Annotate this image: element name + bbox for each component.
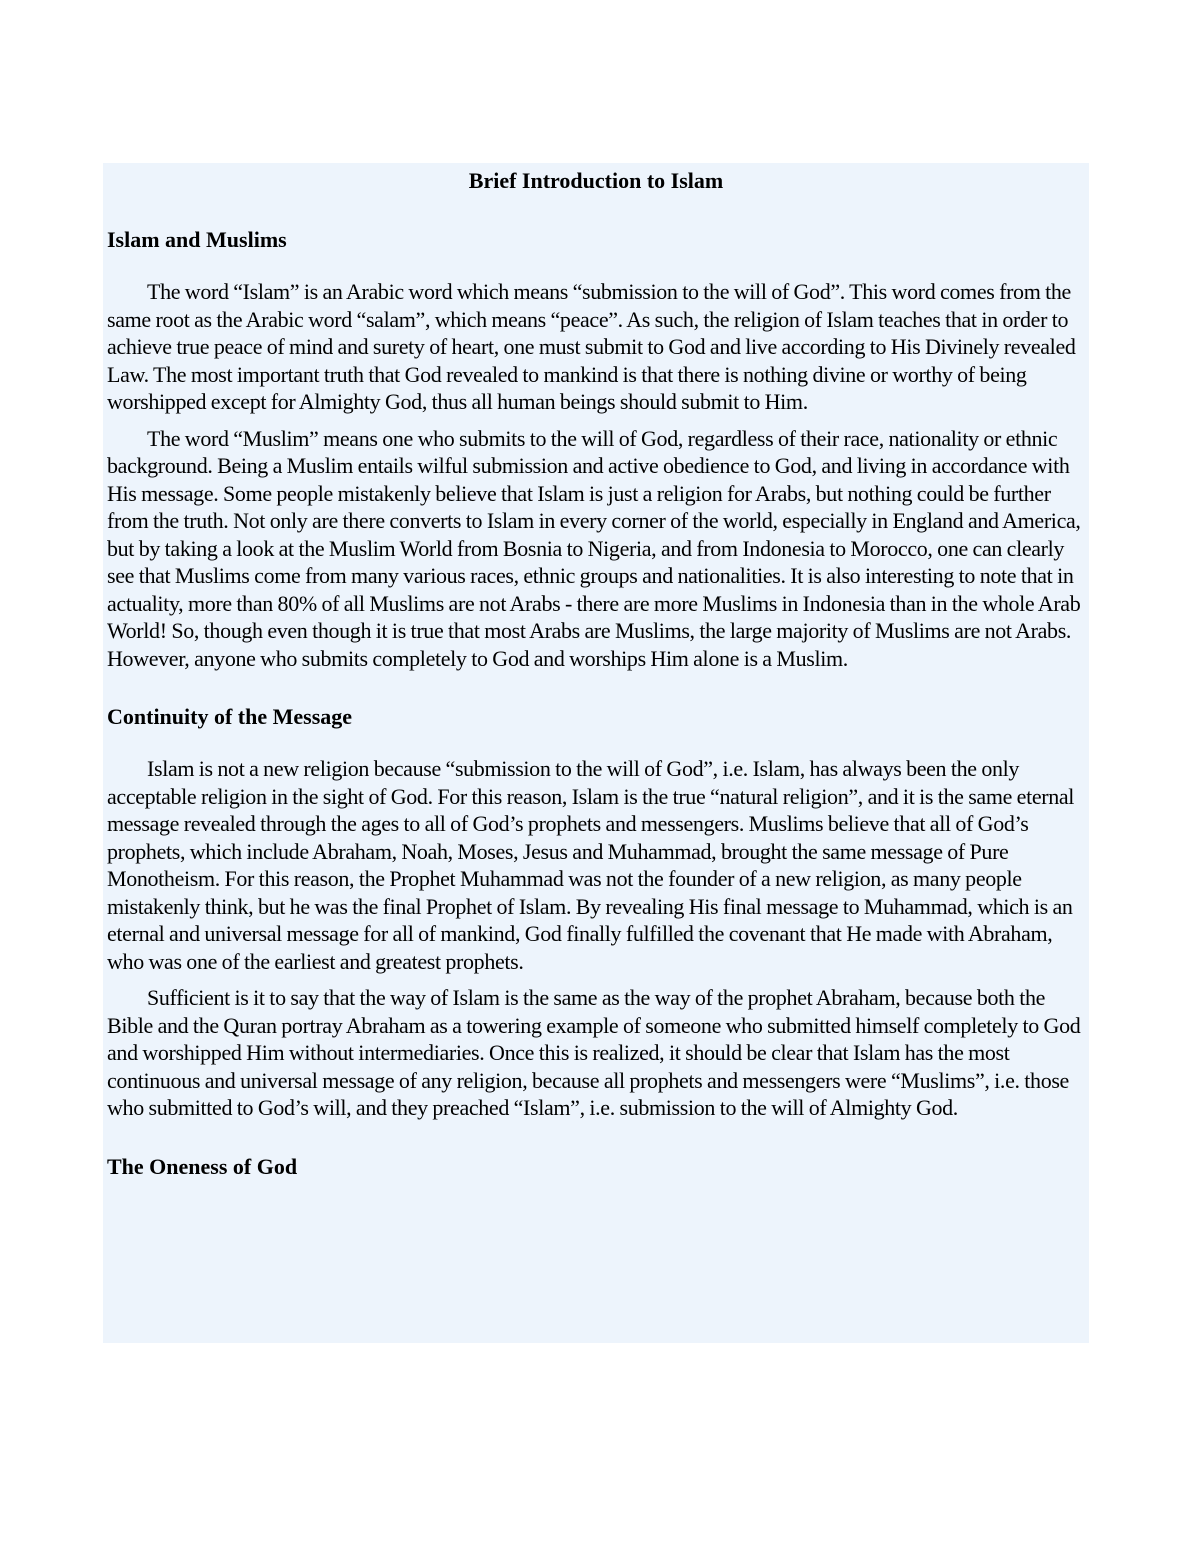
paragraph-meaning-of-muslim: The word “Muslim” means one who submits to the will of God, regardless of their race, nationality or ethnic background. Being a Muslim entails wilful submission and active obedience to God, and living in accordance with His message. Some people mistakenly believe that Islam is just a religion for Arabs, but nothing could be further from the truth. Not only are there converts to Islam in every corner of the world, especially in England and America, but by taking a look at the Muslim World from Bosnia to Nigeria, and from Indonesia to Morocco, one can clearly see that Muslims come from many various races, ethnic groups and nationalities. It is also interesting to note that in actuality, more than 80% of all Muslims are not Arabs - there are more Muslims in Indonesia than in the whole Arab World! So, though even though it is true that most Arabs are Muslims, the large majority of Muslims are not Arabs. However, anyone who submits completely to God and worships Him alone is a Muslim.: [107, 425, 1081, 671]
section-heading-islam-and-muslims: Islam and Muslims: [107, 227, 287, 252]
paragraph-not-a-new-religion: Islam is not a new religion because “submission to the will of God”, i.e. Islam, has always been the only acceptable religion in the sight of God. For this reason, Islam is the true “natural religion”, and it is the same eternal message revealed through the ages to all of God’s prophets and messengers. Muslims believe that all of God’s prophets, which include Abraham, Noah, Moses, Jesus and Muhammad, brought the same message of Pure Monotheism. For this reason, the Prophet Muhammad was not the founder of a new religion, as many people mistakenly think, but he was the final Prophet of Islam. By revealing His final message to Muhammad, which is an eternal and universal message for all of mankind, God finally fulfilled the covenant that He made with Abraham, who was one of the earliest and greatest prophets.: [107, 756, 1075, 974]
paragraph-meaning-of-islam: The word “Islam” is an Arabic word which means “submission to the will of God”. This word comes from the same root as the Arabic word “salam”, which means “peace”. As such, the religion of Islam teaches that in order to achieve true peace of mind and surety of heart, one must submit to God and live according to His Divinely revealed Law. The most important truth that God revealed to mankind is that there is nothing divine or worthy of being worshipped except for Almighty God, thus all human beings should submit to Him.: [107, 279, 1076, 414]
section-heading-oneness-of-god: The Oneness of God: [107, 1153, 298, 1179]
document-title: Brief Introduction to Islam: [468, 168, 724, 193]
section-heading-continuity-of-the-message: Continuity of the Message: [107, 704, 353, 729]
document-page: [103, 163, 1089, 1343]
paragraph-way-of-abraham: Sufficient is it to say that the way of Islam is the same as the way of the prophet Abraham, because both the Bible and the Quran portray Abraham as a towering example of someone who submitted himself completely to God and worshipped Him without intermediaries. Once this is realized, it should be clear that Islam has the most continuous and universal message of any religion, because all prophets and messengers were “Muslims”, i.e. those who submitted to God’s will, and they preached “Islam”, i.e. submission to the will of Almighty God.: [107, 985, 1081, 1120]
